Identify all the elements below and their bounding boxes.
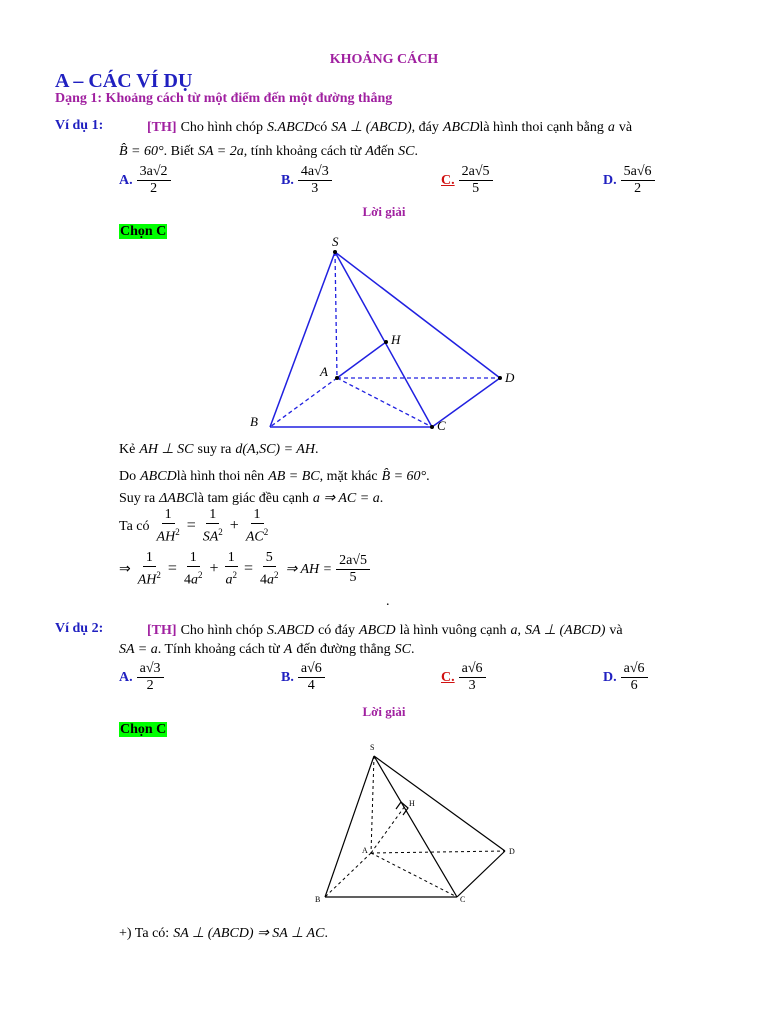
solution-heading-1: Lời giải xyxy=(362,204,406,219)
solution-2-line-1: +) Ta có: SA ⊥ (ABCD) ⇒ SA ⊥ AC. xyxy=(119,926,328,941)
option-d-2[interactable]: D. $\frac{a√6}{6}$ xyxy=(603,661,648,694)
option-b-2[interactable]: B. $\frac{a√6}{4}$ xyxy=(281,661,325,694)
option-a-2[interactable]: A. $\frac{a√3}{2}$ xyxy=(119,661,164,694)
subsection-heading: Dạng 1: Khoảng cách từ một điểm đến một đường thẳng xyxy=(55,91,393,106)
option-a[interactable]: A. $\frac{3a√2}{2}$ xyxy=(119,164,171,197)
answer-choice-2: Chọn C xyxy=(120,722,167,737)
example-1-label: Ví dụ 1: xyxy=(55,118,104,133)
option-d[interactable]: D. $\frac{5a√6}{2}$ xyxy=(603,164,655,197)
solution-1-line-5: ⇒ $\frac{1}{AH^2}$ = $\frac{1}{4a^2}$ + $\frac{1}{a^2}$ = $\frac{5}{4a^2}$ ⇒ AH = $\frac{2a√5}{5}$ xyxy=(119,550,370,589)
vertex-c-label-2: C xyxy=(460,895,466,904)
pyramid-figure-2 xyxy=(305,740,525,905)
vertex-a-label-2: A xyxy=(362,846,368,855)
option-c-2[interactable]: C. $\frac{a√6}{3}$ xyxy=(441,661,486,694)
vertex-d-label-2: D xyxy=(509,847,515,856)
solution-1-line-3: Suy ra ΔABClà tam giác đều cạnh a ⇒ AC = a. xyxy=(119,491,384,506)
section-heading: A – CÁC VÍ DỤ xyxy=(55,70,193,92)
pyramid-figure-1 xyxy=(240,232,530,437)
vertex-c-label: C xyxy=(437,418,446,433)
solution-heading-2: Lời giải xyxy=(362,704,406,719)
page-title: KHOẢNG CÁCH xyxy=(329,52,439,67)
solution-1-line-4: Ta có $\frac{1}{AH^2}$ = $\frac{1}{SA^2}$ + $\frac{1}{AC^2}$ xyxy=(119,507,269,545)
level-tag: [TH] xyxy=(147,623,177,638)
vertex-a-label: A xyxy=(320,364,328,379)
option-b[interactable]: B. $\frac{4a√3}{3}$ xyxy=(281,164,332,197)
vertex-s-label-2: S xyxy=(370,743,375,752)
vertex-h-label: H xyxy=(391,332,401,347)
answer-choice-1: Chọn C xyxy=(120,224,167,239)
example-2-label: Ví dụ 2: xyxy=(55,621,104,636)
example-2-line-2: SA = a. Tính khoảng cách từ A đến đường thẳng SC. xyxy=(119,642,415,657)
vertex-b-label-2: B xyxy=(315,895,321,904)
solution-1-line-2: Do ABCDlà hình thoi nên AB = BC, mặt khác B̂ = 60°. xyxy=(119,469,430,484)
vertex-s-label: S xyxy=(332,234,339,249)
example-2-line-1: [TH] Cho hình chóp S.ABCD có đáy ABCD là hình vuông cạnh a, SA ⊥ (ABCD) và xyxy=(147,623,623,638)
example-1-line-2: B̂ = 60°. Biết SA = 2a, tính khoảng cách từ Ađến SC. xyxy=(119,144,418,159)
vertex-b-label: B xyxy=(250,414,258,429)
vertex-h-label-2: H xyxy=(409,799,415,808)
option-c[interactable]: C. $\frac{2a√5}{5}$ xyxy=(441,164,493,197)
solution-1-line-1: Kẻ AH ⊥ SC suy ra d(A,SC) = AH. xyxy=(119,442,319,457)
example-1-line-1: [TH] Cho hình chóp S.ABCDcó SA ⊥ (ABCD), đáy ABCDlà hình thoi cạnh bằng a và xyxy=(147,120,633,135)
vertex-d-label: D xyxy=(505,370,515,385)
level-tag: [TH] xyxy=(147,120,177,135)
trailing-dot: . xyxy=(386,594,390,609)
